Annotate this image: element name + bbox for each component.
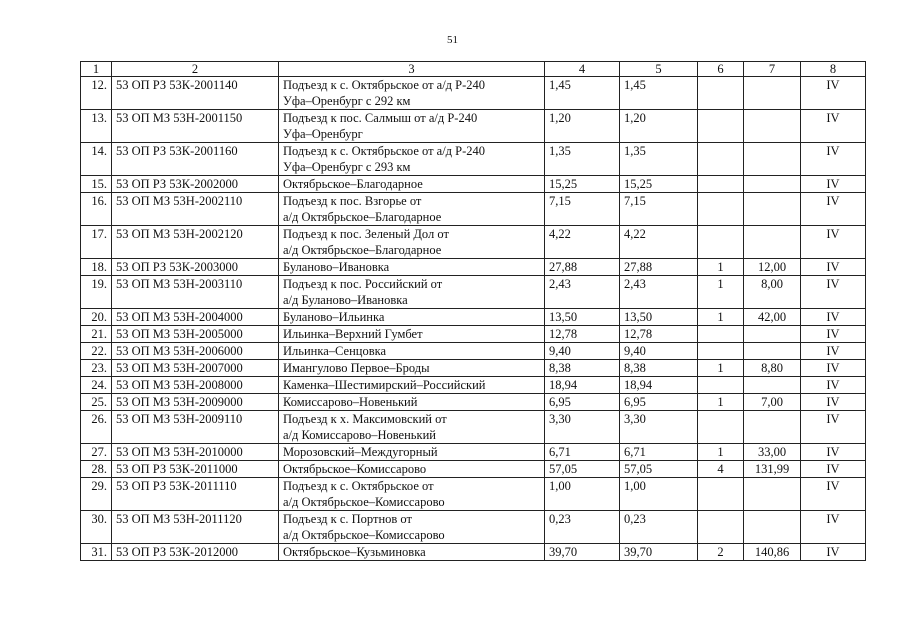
road-code-cell: 53 ОП МЗ 53Н-2005000	[112, 326, 279, 343]
bridge-length-cell: 42,00	[744, 309, 801, 326]
row-number-cell: 13.	[81, 110, 112, 143]
length-cell: 12,78	[545, 326, 620, 343]
length-cell: 8,38	[545, 360, 620, 377]
bridge-count-cell	[698, 326, 744, 343]
bridge-length-cell	[744, 326, 801, 343]
road-name-cell	[279, 343, 545, 360]
category-cell: IV	[801, 411, 866, 444]
length-total-cell: 1,35	[620, 143, 698, 176]
table-row	[81, 226, 866, 259]
road-name-cell	[279, 226, 545, 259]
road-code-cell: 53 ОП МЗ 53Н-2001150	[112, 110, 279, 143]
road-code-cell: 53 ОП МЗ 53Н-2009000	[112, 394, 279, 411]
road-code-cell: 53 ОП МЗ 53Н-2004000	[112, 309, 279, 326]
road-name-line: Буланово–Ивановка	[283, 260, 390, 274]
length-cell: 1,00	[545, 478, 620, 511]
row-number-cell: 17.	[81, 226, 112, 259]
row-number-cell: 23.	[81, 360, 112, 377]
road-name-line: Подъезд к с. Октябрьское от а/д Р-240	[283, 78, 486, 92]
bridge-count-cell: 1	[698, 276, 744, 309]
table-row	[81, 544, 866, 561]
table-row	[81, 259, 866, 276]
road-name-cell	[279, 360, 545, 377]
category-cell: IV	[801, 276, 866, 309]
road-name-line: а/д Октябрьское–Благодарное	[283, 243, 442, 257]
road-name-cell	[279, 411, 545, 444]
bridge-length-cell: 33,00	[744, 444, 801, 461]
road-name-cell	[279, 461, 545, 478]
length-cell: 4,22	[545, 226, 620, 259]
length-cell: 1,45	[545, 77, 620, 110]
row-number-cell: 16.	[81, 193, 112, 226]
bridge-count-cell	[698, 176, 744, 193]
road-name-line: а/д Октябрьское–Комиссарово	[283, 495, 445, 509]
length-total-cell: 1,45	[620, 77, 698, 110]
column-header: 4	[545, 62, 620, 77]
category-cell: IV	[801, 226, 866, 259]
bridge-count-cell: 1	[698, 394, 744, 411]
road-name-line: Октябрьское–Благодарное	[283, 177, 423, 191]
length-cell: 1,20	[545, 110, 620, 143]
row-number-cell: 28.	[81, 461, 112, 478]
table-row	[81, 444, 866, 461]
category-cell: IV	[801, 377, 866, 394]
length-total-cell: 27,88	[620, 259, 698, 276]
bridge-length-cell	[744, 110, 801, 143]
column-header: 5	[620, 62, 698, 77]
bridge-count-cell	[698, 77, 744, 110]
bridge-length-cell	[744, 77, 801, 110]
category-cell: IV	[801, 360, 866, 377]
length-cell: 39,70	[545, 544, 620, 561]
road-name-line: а/д Буланово–Ивановка	[283, 293, 408, 307]
row-number-cell: 24.	[81, 377, 112, 394]
bridge-count-cell: 1	[698, 259, 744, 276]
bridge-count-cell	[698, 478, 744, 511]
table-row	[81, 461, 866, 478]
road-name-cell	[279, 276, 545, 309]
row-number-cell: 15.	[81, 176, 112, 193]
row-number-cell: 31.	[81, 544, 112, 561]
road-name-line: Ильинка–Верхний Гумбет	[283, 327, 423, 341]
road-code-cell: 53 ОП РЗ 53К-2001140	[112, 77, 279, 110]
road-name-line: Уфа–Оренбург с 292 км	[283, 94, 411, 108]
length-total-cell: 4,22	[620, 226, 698, 259]
length-cell: 3,30	[545, 411, 620, 444]
bridge-length-cell: 131,99	[744, 461, 801, 478]
row-number-cell: 26.	[81, 411, 112, 444]
bridge-length-cell: 8,80	[744, 360, 801, 377]
road-name-line: Подъезд к пос. Салмыш от а/д Р-240	[283, 111, 478, 125]
road-name-line: Уфа–Оренбург	[283, 127, 363, 141]
length-cell: 18,94	[545, 377, 620, 394]
bridge-length-cell	[744, 511, 801, 544]
row-number-cell: 14.	[81, 143, 112, 176]
bridge-count-cell	[698, 226, 744, 259]
road-code-cell: 53 ОП РЗ 53К-2011110	[112, 478, 279, 511]
road-code-cell: 53 ОП МЗ 53Н-2007000	[112, 360, 279, 377]
bridge-length-cell	[744, 377, 801, 394]
bridge-length-cell	[744, 176, 801, 193]
table-row	[81, 176, 866, 193]
table-row	[81, 478, 866, 511]
road-code-cell: 53 ОП РЗ 53К-2011000	[112, 461, 279, 478]
length-cell: 1,35	[545, 143, 620, 176]
category-cell: IV	[801, 544, 866, 561]
row-number-cell: 30.	[81, 511, 112, 544]
road-code-cell: 53 ОП РЗ 53К-2003000	[112, 259, 279, 276]
road-name-line: Подъезд к с. Октябрьское от а/д Р-240	[283, 144, 486, 158]
table-row	[81, 143, 866, 176]
bridge-length-cell: 12,00	[744, 259, 801, 276]
bridge-count-cell: 1	[698, 309, 744, 326]
road-name-line: Каменка–Шестимирский–Российский	[283, 378, 486, 392]
category-cell: IV	[801, 394, 866, 411]
table-row	[81, 511, 866, 544]
category-cell: IV	[801, 259, 866, 276]
length-total-cell: 6,71	[620, 444, 698, 461]
road-code-cell: 53 ОП МЗ 53Н-2009110	[112, 411, 279, 444]
length-total-cell: 0,23	[620, 511, 698, 544]
table-row	[81, 411, 866, 444]
bridge-count-cell	[698, 343, 744, 360]
table-body	[81, 77, 866, 561]
road-name-line: а/д Октябрьское–Комиссарово	[283, 528, 445, 542]
row-number-cell: 20.	[81, 309, 112, 326]
category-cell: IV	[801, 511, 866, 544]
category-cell: IV	[801, 176, 866, 193]
bridge-count-cell	[698, 193, 744, 226]
bridge-length-cell	[744, 411, 801, 444]
road-name-cell	[279, 394, 545, 411]
bridge-count-cell	[698, 110, 744, 143]
road-name-cell	[279, 259, 545, 276]
category-cell: IV	[801, 478, 866, 511]
length-cell: 6,95	[545, 394, 620, 411]
page-number: 51	[447, 34, 458, 46]
bridge-length-cell: 140,86	[744, 544, 801, 561]
column-header: 7	[744, 62, 801, 77]
bridge-count-cell	[698, 377, 744, 394]
road-name-line: Буланово–Ильинка	[283, 310, 385, 324]
table-row	[81, 343, 866, 360]
road-registry-table	[80, 61, 866, 561]
length-total-cell: 2,43	[620, 276, 698, 309]
road-name-line: Подъезд к х. Максимовский от	[283, 412, 447, 426]
bridge-length-cell	[744, 343, 801, 360]
road-name-line: Имангулово Первое–Броды	[283, 361, 430, 375]
table-row	[81, 360, 866, 377]
road-name-cell	[279, 309, 545, 326]
bridge-length-cell	[744, 193, 801, 226]
table-row	[81, 276, 866, 309]
row-number-cell: 21.	[81, 326, 112, 343]
road-name-line: Морозовский–Междугорный	[283, 445, 438, 459]
table-header-row	[81, 62, 866, 77]
category-cell: IV	[801, 309, 866, 326]
road-code-cell: 53 ОП РЗ 53К-2001160	[112, 143, 279, 176]
road-code-cell: 53 ОП МЗ 53Н-2011120	[112, 511, 279, 544]
road-name-cell	[279, 377, 545, 394]
road-name-line: Подъезд к пос. Зеленый Дол от	[283, 227, 449, 241]
length-total-cell: 18,94	[620, 377, 698, 394]
bridge-length-cell: 7,00	[744, 394, 801, 411]
category-cell: IV	[801, 77, 866, 110]
bridge-count-cell	[698, 511, 744, 544]
length-cell: 9,40	[545, 343, 620, 360]
road-name-cell	[279, 176, 545, 193]
road-name-line: Комиссарово–Новенький	[283, 395, 418, 409]
row-number-cell: 22.	[81, 343, 112, 360]
category-cell: IV	[801, 110, 866, 143]
length-total-cell: 1,00	[620, 478, 698, 511]
road-name-line: Подъезд к пос. Взгорье от	[283, 194, 422, 208]
length-total-cell: 12,78	[620, 326, 698, 343]
road-name-cell	[279, 444, 545, 461]
bridge-count-cell	[698, 411, 744, 444]
length-cell: 2,43	[545, 276, 620, 309]
length-total-cell: 8,38	[620, 360, 698, 377]
road-name-line: Подъезд к с. Октябрьское от	[283, 479, 434, 493]
length-cell: 27,88	[545, 259, 620, 276]
length-cell: 7,15	[545, 193, 620, 226]
road-name-cell	[279, 511, 545, 544]
length-cell: 6,71	[545, 444, 620, 461]
length-cell: 13,50	[545, 309, 620, 326]
column-header: 6	[698, 62, 744, 77]
table-row	[81, 377, 866, 394]
road-name-line: Октябрьское–Кузьминовка	[283, 545, 426, 559]
length-total-cell: 6,95	[620, 394, 698, 411]
bridge-count-cell: 4	[698, 461, 744, 478]
table-row	[81, 326, 866, 343]
category-cell: IV	[801, 444, 866, 461]
row-number-cell: 19.	[81, 276, 112, 309]
bridge-count-cell: 2	[698, 544, 744, 561]
bridge-length-cell	[744, 226, 801, 259]
road-name-cell	[279, 77, 545, 110]
category-cell: IV	[801, 143, 866, 176]
length-total-cell: 39,70	[620, 544, 698, 561]
road-code-cell: 53 ОП МЗ 53Н-2002110	[112, 193, 279, 226]
road-code-cell: 53 ОП МЗ 53Н-2008000	[112, 377, 279, 394]
column-header: 2	[112, 62, 279, 77]
road-code-cell: 53 ОП МЗ 53Н-2002120	[112, 226, 279, 259]
road-code-cell: 53 ОП МЗ 53Н-2006000	[112, 343, 279, 360]
road-name-line: Октябрьское–Комиссарово	[283, 462, 427, 476]
table-row	[81, 394, 866, 411]
road-name-line: Подъезд к пос. Российский от	[283, 277, 443, 291]
row-number-cell: 27.	[81, 444, 112, 461]
length-total-cell: 15,25	[620, 176, 698, 193]
length-cell: 57,05	[545, 461, 620, 478]
length-total-cell: 1,20	[620, 110, 698, 143]
length-total-cell: 57,05	[620, 461, 698, 478]
bridge-length-cell: 8,00	[744, 276, 801, 309]
table-row	[81, 309, 866, 326]
road-name-cell	[279, 326, 545, 343]
category-cell: IV	[801, 193, 866, 226]
road-code-cell: 53 ОП МЗ 53Н-2003110	[112, 276, 279, 309]
road-name-line: Уфа–Оренбург с 293 км	[283, 160, 411, 174]
table-row	[81, 110, 866, 143]
length-total-cell: 3,30	[620, 411, 698, 444]
road-name-cell	[279, 110, 545, 143]
road-name-cell	[279, 143, 545, 176]
road-name-cell	[279, 193, 545, 226]
column-header: 8	[801, 62, 866, 77]
bridge-length-cell	[744, 143, 801, 176]
road-name-cell	[279, 544, 545, 561]
category-cell: IV	[801, 326, 866, 343]
bridge-count-cell: 1	[698, 360, 744, 377]
length-total-cell: 7,15	[620, 193, 698, 226]
bridge-count-cell: 1	[698, 444, 744, 461]
bridge-length-cell	[744, 478, 801, 511]
length-total-cell: 13,50	[620, 309, 698, 326]
row-number-cell: 12.	[81, 77, 112, 110]
length-cell: 0,23	[545, 511, 620, 544]
length-total-cell: 9,40	[620, 343, 698, 360]
road-name-cell	[279, 478, 545, 511]
road-name-line: а/д Комиссарово–Новенький	[283, 428, 436, 442]
road-name-line: Ильинка–Сенцовка	[283, 344, 387, 358]
bridge-count-cell	[698, 143, 744, 176]
road-name-line: а/д Октябрьское–Благодарное	[283, 210, 442, 224]
road-code-cell: 53 ОП РЗ 53К-2002000	[112, 176, 279, 193]
road-code-cell: 53 ОП РЗ 53К-2012000	[112, 544, 279, 561]
road-code-cell: 53 ОП МЗ 53Н-2010000	[112, 444, 279, 461]
table-row	[81, 193, 866, 226]
column-header: 1	[81, 62, 112, 77]
table-row	[81, 77, 866, 110]
category-cell: IV	[801, 343, 866, 360]
row-number-cell: 25.	[81, 394, 112, 411]
row-number-cell: 29.	[81, 478, 112, 511]
row-number-cell: 18.	[81, 259, 112, 276]
category-cell: IV	[801, 461, 866, 478]
road-name-line: Подъезд к с. Портнов от	[283, 512, 412, 526]
length-cell: 15,25	[545, 176, 620, 193]
column-header: 3	[279, 62, 545, 77]
